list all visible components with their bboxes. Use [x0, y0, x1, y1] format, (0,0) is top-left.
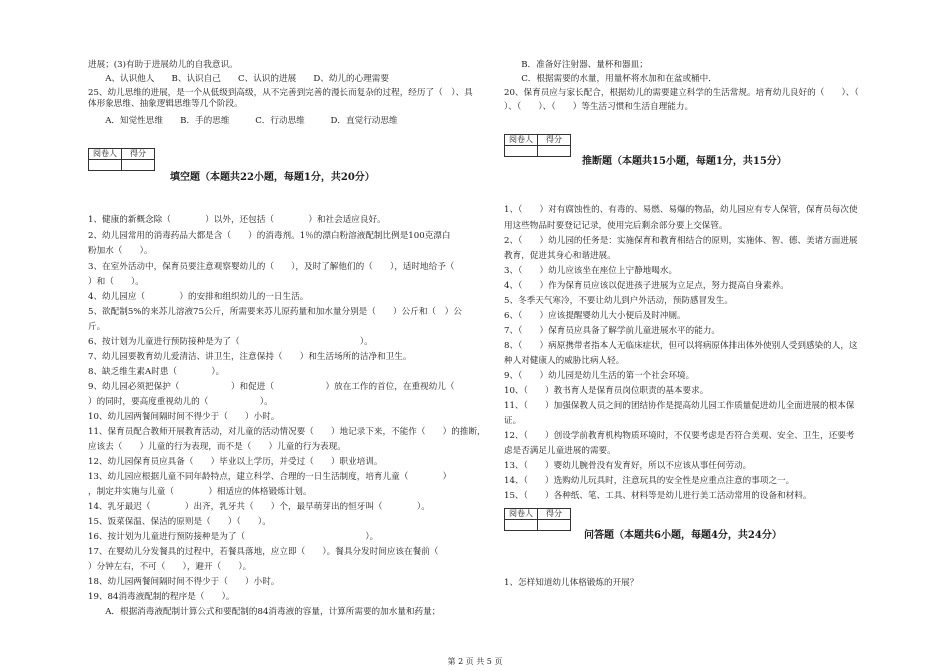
text-line: 20、保育员应与家长配合，根据幼儿的需要建立科学的生活常规。培育幼儿良好的（ ）、（ [504, 88, 859, 98]
text-line: 10、幼儿园两餐间隔时间不得少于（ ）小时。 [88, 412, 280, 422]
text-line: 8、缺乏维生素A时患（ ）。 [88, 367, 225, 377]
text-line: 6、按计划为儿童进行预防接种是为了（ ）。 [88, 337, 373, 347]
reviewer-label: 阅卷人 [89, 149, 122, 160]
score-label: 得分 [538, 509, 571, 520]
text-line: 进展；(3)有助于进展幼儿的自我意识。 [88, 60, 238, 70]
text-line: 11、保育员配合教师开展教育活动，对儿童的活动情况要（ ）地记录下来，不能作（ ）的推断， [88, 427, 486, 437]
text-line: 7、（ ）保育员应具备了解学前儿童进展水平的能力。 [504, 326, 721, 336]
score-label: 得分 [538, 135, 571, 146]
text-line: 斤。 [88, 322, 106, 332]
text-line: 教育，促进其身心和谐进展。 [504, 251, 616, 261]
text-line: 1、（ ）对有腐蚀性的、有毒的、易燃、易爆的物品，幼儿园应有专人保管，保育员每次使 [504, 205, 858, 215]
score-cell [538, 520, 571, 531]
score-label: 得分 [122, 149, 155, 160]
reviewer-cell [505, 520, 538, 531]
text-line: 13、（ ）婴幼儿腕骨没有发育好，所以不应该从事任何劳动。 [504, 461, 752, 471]
text-line: 11、（ ）加强保教人员之间的团结协作是提高幼儿园工作质量促进幼儿全面进展的根本保 [504, 401, 855, 411]
text-line: C．根据需要的水量，用量杯将水加和在盆或桶中． [504, 74, 717, 84]
qa-question: 1、怎样知道幼儿体格锻炼的开展？ [504, 578, 639, 588]
text-line: A．知觉性思维 B．手的思维 C．行动思维 D．直觉行动思维 [88, 116, 398, 126]
text-line: 4、幼儿园应（ ）的安排和组织幼儿的一日生活。 [88, 292, 309, 302]
text-line: 12、（ ）创设学前教育机构物质环境时，不仅要考虑是否符合美观、安全、卫生，还要考 [504, 431, 855, 441]
reviewer-cell [89, 160, 122, 171]
text-line: 13、幼儿园应根据儿童不同年龄特点，建立科学、合理的一日生活制度，培育儿童（ ） [88, 472, 452, 482]
text-line: 用这些物品时要登记记录，使用完后剩余部分要上交保管。 [504, 221, 728, 231]
section-title-qa: 问答题（本题共6小题，每题4分，共24分） [584, 530, 782, 541]
text-line: 9、（ ）幼儿园是幼儿生活的第一个社会环境。 [504, 371, 695, 381]
text-line: 14、乳牙最迟（ ）出齐，乳牙共（ ）个，最早萌芽出的恒牙叫（ ）。 [88, 502, 430, 512]
text-line: 16、按计划为儿童进行预防接种是为了（ ）。 [88, 532, 379, 542]
text-line: 种人对健康人的威胁比病人轻。 [504, 356, 625, 366]
text-line: ）分钟左右，不可（ ），避开（ ）。 [88, 562, 252, 572]
text-line: 1、健康的新概念除（ ）以外，还包括（ ）和社会适应良好。 [88, 215, 386, 225]
text-line: 5、冬季天气寒冷，不要让幼儿到户外活动，预防感冒发生。 [504, 296, 733, 306]
text-line: A．根据消毒液配制计算公式和要配制的84消毒液的容量，计算所需要的加水量和药量； [88, 607, 441, 617]
text-line: ）、（ ）、（ ）等生活习惯和生活自理能力。 [504, 102, 694, 112]
score-table-judge [504, 134, 571, 157]
text-line: 8、（ ）病原携带者指本人无临床症状，但可以将病原体排出体外使别人受到感染的人，这 [504, 341, 858, 351]
reviewer-label: 阅卷人 [505, 509, 538, 520]
text-line: 17、在婴幼儿分发餐具的过程中，若餐具落地，应立即（ ）。餐具分发时间应该在餐前（ [88, 547, 439, 557]
text-line: 粉加水（ ）。 [88, 246, 153, 256]
section-title-judge: 推断题（本题共15小题，每题1分，共15分） [582, 156, 787, 167]
text-line: 10、（ ）教书育人是保育员岗位职责的基本要求。 [504, 386, 709, 396]
text-line: 应该去（ ）儿童的行为表现，而不是（ ）儿童的行为表现。 [88, 442, 346, 452]
text-line: ，制定并实施与儿童（ ）相适应的体格锻炼计划。 [88, 487, 312, 497]
text-line: 12、幼儿园保育员应具备（ ）毕业以上学历，并受过（ ）职业培训。 [88, 457, 383, 467]
text-line: 3、（ ）幼儿应该坐在座位上宁静地喝水。 [504, 266, 678, 276]
text-line: ）的同时，要高度重视幼儿的（ ）。 [88, 397, 273, 407]
text-line: B．准备好注射器、量杯和器皿； [504, 60, 648, 70]
text-line: 18、幼儿园两餐间隔时间不得少于（ ）小时。 [88, 577, 280, 587]
question-25: 25、幼儿思维的进展，是一个从低级到高级，从不完善到完善的漫长而复杂的过程，经历了（ ）、具体形象思维、抽象逻辑思维等几个阶段。 [88, 88, 473, 109]
page-number: 第 2 页 共 5 页 [447, 657, 503, 666]
text-line: 5、欲配制5%的来苏儿溶液75公斤，所需要来苏儿原药量和加水量分别是（ ）公斤和（ ）公 [88, 307, 462, 317]
text-line: 14、（ ）选购幼儿玩具时，注意玩具的安全性是应重点注意的事项之一。 [504, 476, 795, 486]
score-table-qa [504, 508, 571, 531]
text-line: A、认识他人 B、认识自己 C、认识的进展 D、幼儿的心理需要 [88, 74, 389, 84]
score-cell [538, 146, 571, 157]
text-line: 2、幼儿园常用的消毒药品大都是含（ ）的消毒剂。1％的漂白粉溶液配制比例是100克漂白 [88, 231, 451, 241]
text-line: 15、饭菜保温、保洁的原则是（ ）（ ）。 [88, 517, 271, 527]
score-table-fill [88, 148, 155, 171]
text-line: 3、在室外活动中，保育员要注意观察婴幼儿的（ ），及时了解他们的（ ），适时地给予（ [88, 262, 455, 272]
text-line: 虑是否满足儿童进展的需要。 [504, 446, 616, 456]
text-line: 9、幼儿园必须把保护（ ）和促进（ ）放在工作的首位，在重视幼儿（ [88, 382, 455, 392]
score-cell [122, 160, 155, 171]
reviewer-cell [505, 146, 538, 157]
text-line: 证。 [504, 416, 522, 426]
section-title-fill: 填空题（本题共22小题，每题1分，共20分） [170, 172, 375, 183]
reviewer-label: 阅卷人 [505, 135, 538, 146]
text-line: 6、（ ）应该提醒婴幼儿大小便后及时冲厕。 [504, 311, 686, 321]
text-line: 19、84消毒液配制的程序是（ ）。 [88, 592, 235, 602]
text-line: 7、幼儿园要教育幼儿爱清洁、讲卫生，注意保持（ ）和生活场所的洁净和卫生。 [88, 352, 412, 362]
text-line: 2、（ ）幼儿园的任务是：实施保育和教育相结合的原则，实施体、智、德、美诸方面进展 [504, 236, 858, 246]
text-line: ）和（ ）。 [88, 277, 144, 287]
text-line: 15、（ ）各种纸、笔、工具、材料等是幼儿进行美工活动常用的设备和材料。 [504, 491, 812, 501]
text-line: 4、（ ）作为保育员应该以促进孩子进展为立足点，努力提高自身素养。 [504, 281, 789, 291]
